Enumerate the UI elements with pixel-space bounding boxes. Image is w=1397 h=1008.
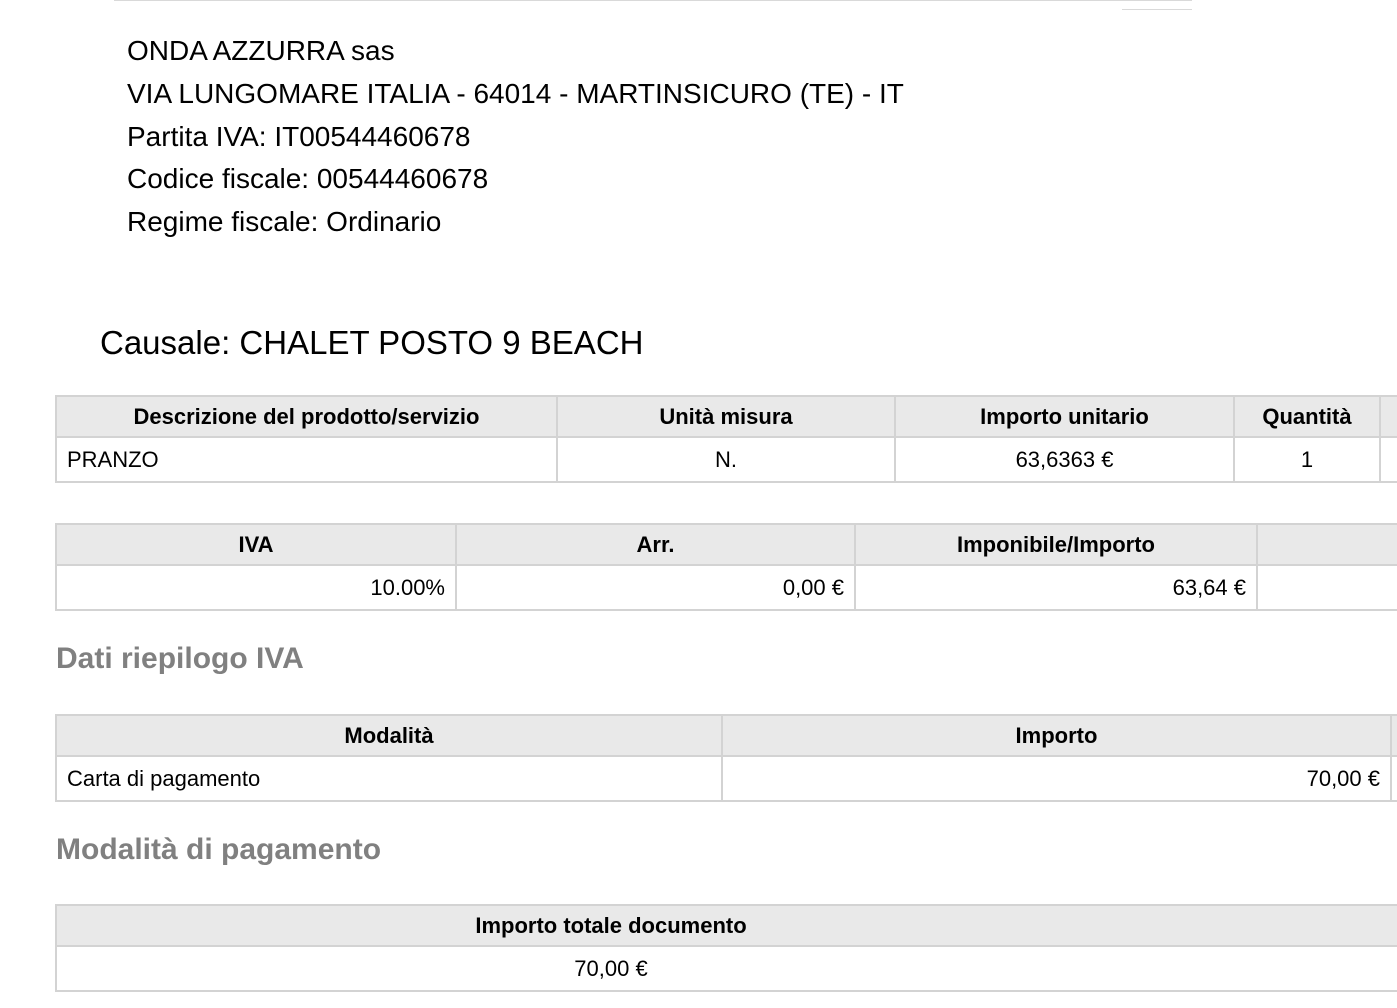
column-header: Unità misura [557, 396, 895, 437]
table-header-row [56, 715, 1397, 756]
top-divider-tab [1122, 9, 1192, 10]
payment-amount-cell: 70,00 € [722, 756, 1391, 801]
table-row [56, 437, 1397, 482]
taxable-amount-cell: 63,64 € [855, 565, 1257, 610]
quantity-cell: 1 [1234, 437, 1380, 482]
column-header: Importo [722, 715, 1391, 756]
issuer-fiscal-code: Codice fiscale: 00544460678 [127, 163, 489, 195]
column-header: Importo totale documento [56, 905, 1397, 946]
issuer-tax-regime: Regime fiscale: Ordinario [127, 206, 442, 238]
unit-price-cell: 63,6363 € [895, 437, 1234, 482]
column-header: IVA [56, 524, 456, 565]
payment-method-cell: Carta di pagamento [56, 756, 722, 801]
table-header-row [56, 396, 1397, 437]
payment-table [55, 714, 1397, 802]
vat-rate-cell: 10.00% [56, 565, 456, 610]
unit-cell: N. [557, 437, 895, 482]
column-header: Arr. [456, 524, 855, 565]
issuer-name: ONDA AZZURRA sas [127, 35, 395, 66]
cut-cell [1391, 756, 1397, 801]
line-items-table [55, 395, 1397, 483]
table-row [56, 946, 1397, 991]
total-table [55, 904, 1397, 992]
table-row [56, 565, 1397, 610]
column-header: Imponibile/Importo [855, 524, 1257, 565]
issuer-block [127, 30, 904, 244]
table-header-row [56, 905, 1397, 946]
top-divider [114, 0, 1192, 1]
issuer-address: VIA LUNGOMARE ITALIA - 64014 - MARTINSICURO (TE) - IT [127, 77, 904, 109]
vat-summary-heading: Dati riepilogo IVA [56, 642, 304, 675]
column-header: Modalità [56, 715, 722, 756]
column-header: Quantità [1234, 396, 1380, 437]
issuer-vat-number: Partita IVA: IT00544460678 [127, 120, 471, 152]
description-cell: PRANZO [56, 437, 557, 482]
cut-cell [1257, 565, 1397, 610]
column-header: Importo unitario [895, 396, 1234, 437]
payment-method-heading: Modalità di pagamento [56, 833, 382, 866]
table-row [56, 756, 1397, 801]
rounding-cell: 0,00 € [456, 565, 855, 610]
column-header: Descrizione del prodotto/servizio [56, 396, 557, 437]
total-amount-cell: 70,00 € [56, 946, 1397, 991]
table-header-row [56, 524, 1397, 565]
column-header-cut [1257, 524, 1397, 565]
cut-cell [1380, 437, 1397, 482]
vat-detail-table [55, 523, 1397, 611]
causale-title: Causale: CHALET POSTO 9 BEACH [100, 324, 644, 361]
column-header-cut [1380, 396, 1397, 437]
column-header-cut [1391, 715, 1397, 756]
